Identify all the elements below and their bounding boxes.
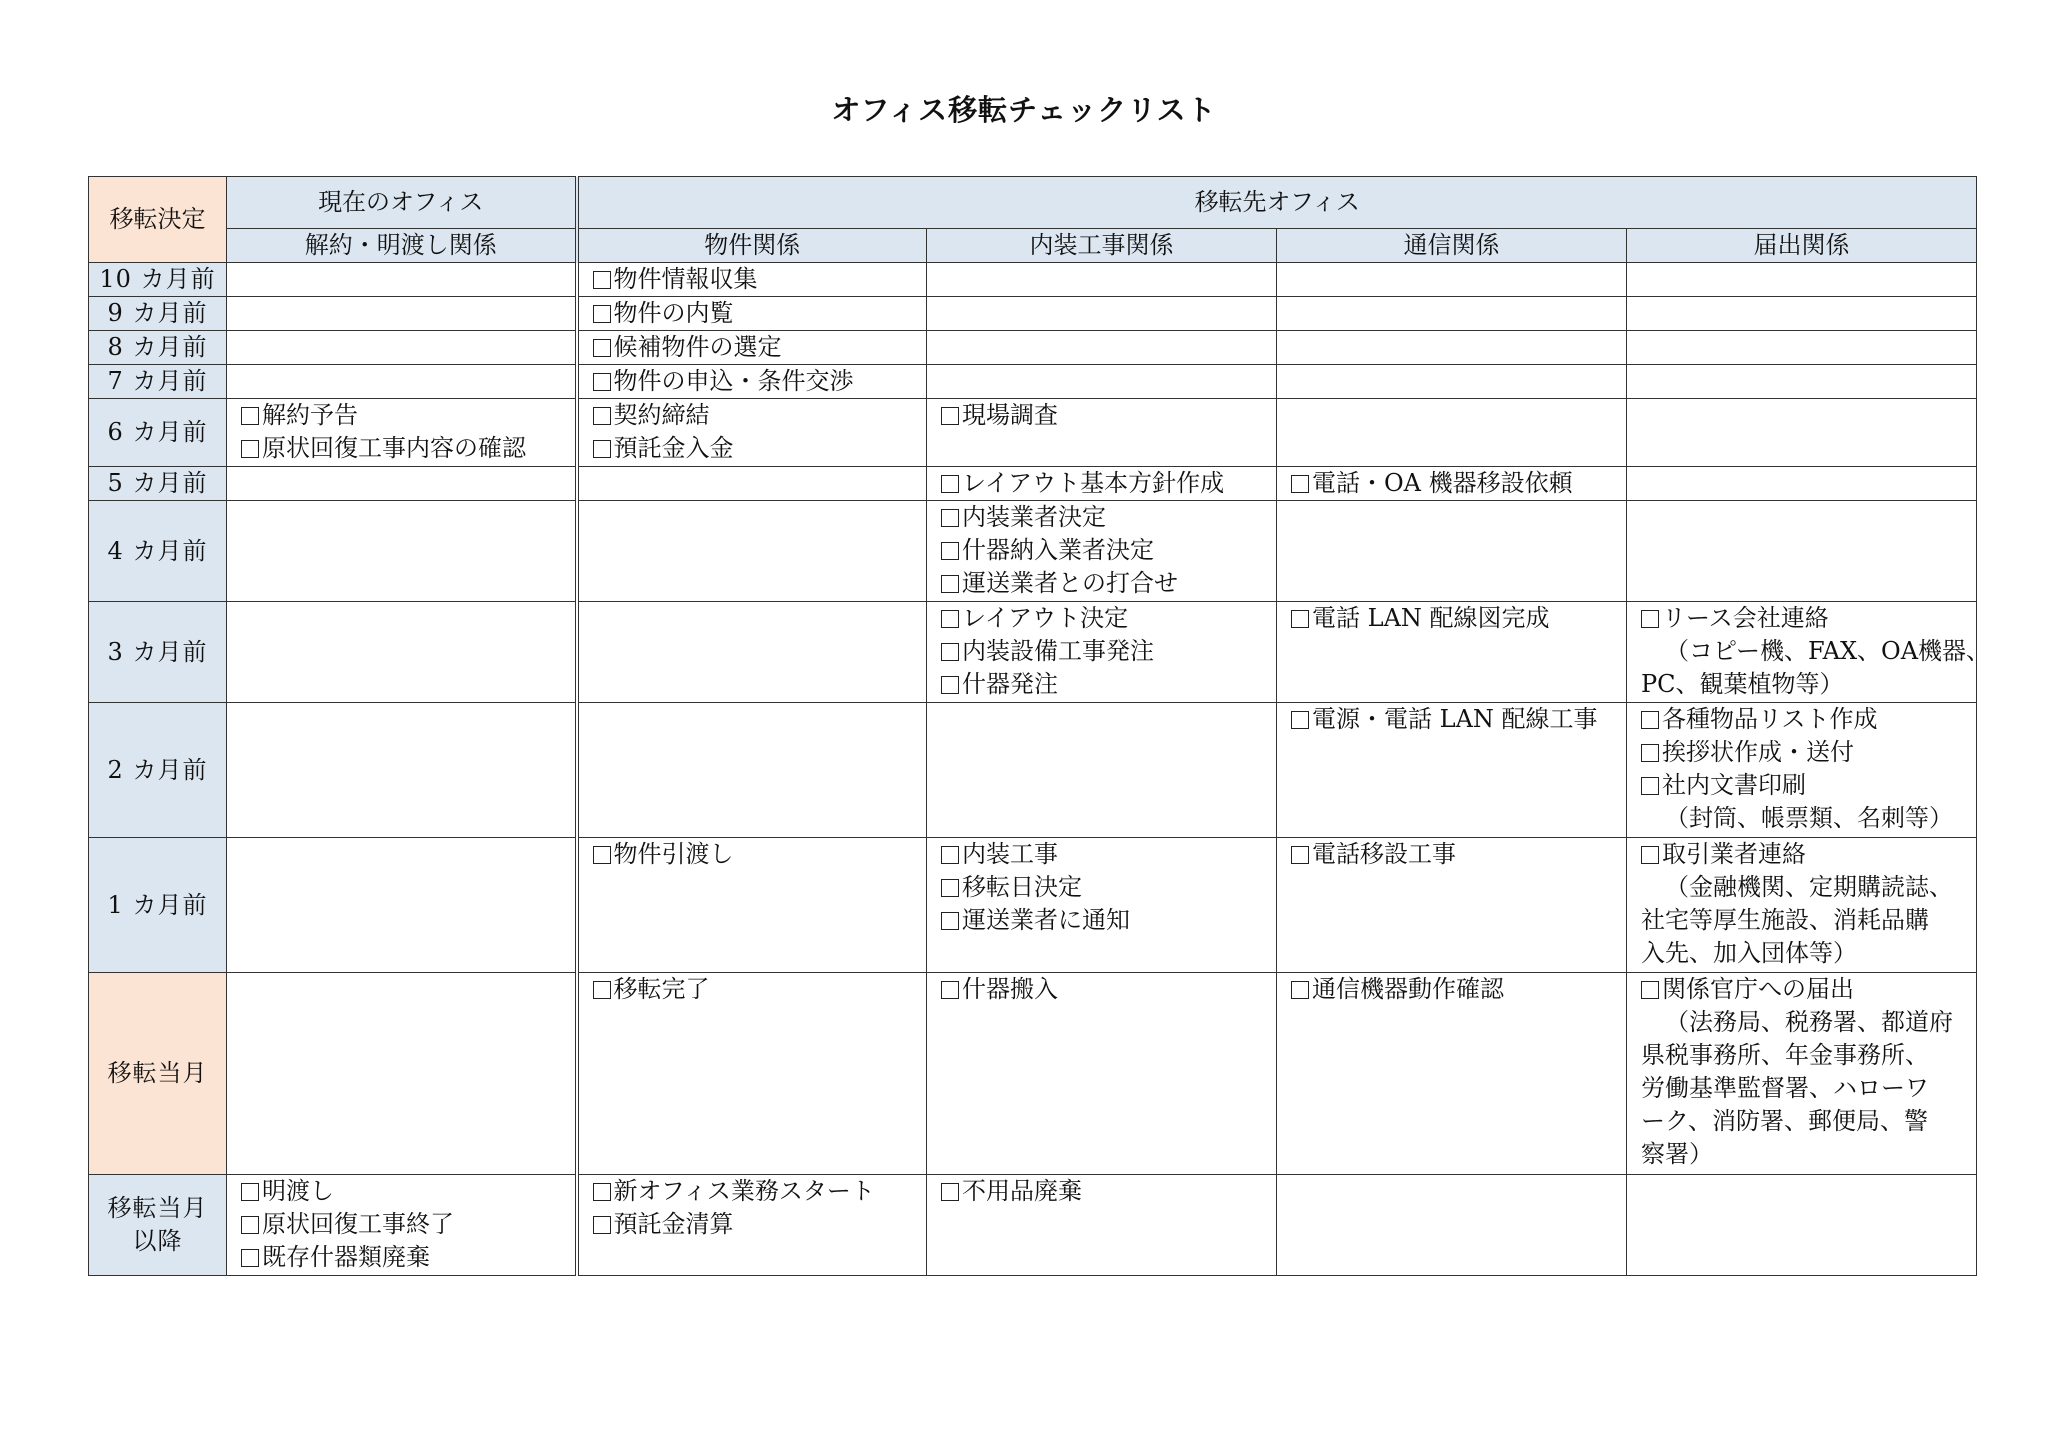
task-cell — [1277, 602, 1627, 703]
checklist-item — [927, 1175, 1276, 1208]
checkbox-icon[interactable] — [1641, 711, 1659, 729]
period-label — [89, 1175, 227, 1276]
checklist-item-text: 候補物件の選定 — [613, 333, 782, 361]
checklist-item-text: 什器搬入 — [962, 975, 1058, 1003]
checklist-item-note: 労働基準監督署、ハローワ — [1641, 1074, 1929, 1102]
task-cell — [1627, 1175, 1977, 1276]
checkbox-icon[interactable] — [593, 846, 611, 864]
checklist-item — [1277, 703, 1626, 736]
checklist-item-text: 不用品廃棄 — [962, 1177, 1082, 1205]
checkbox-icon[interactable] — [593, 1216, 611, 1234]
task-cell — [1277, 263, 1627, 297]
checklist-item — [1627, 838, 1976, 871]
task-cell — [227, 331, 577, 365]
checkbox-icon[interactable] — [593, 373, 611, 391]
period-label: 移転当月 — [89, 973, 227, 1175]
checklist-item-note: （コピー機、FAX、OA機器、 — [1665, 637, 1991, 665]
table-row — [89, 973, 1977, 1175]
period-label: 2 カ月前 — [89, 703, 227, 838]
period-label-line: 移転当月 — [107, 1194, 208, 1222]
table-row — [89, 331, 1977, 365]
task-cell — [577, 501, 927, 602]
checklist-item — [927, 871, 1276, 904]
checkbox-icon[interactable] — [941, 879, 959, 897]
page-title: オフィス移転チェックリスト — [831, 93, 1217, 127]
checkbox-icon[interactable] — [941, 475, 959, 493]
checklist-item-text: 社内文書印刷 — [1662, 771, 1806, 799]
checkbox-icon[interactable] — [1291, 846, 1309, 864]
checkbox-icon[interactable] — [593, 339, 611, 357]
task-cell — [1627, 399, 1977, 467]
period-label: 1 カ月前 — [89, 838, 227, 973]
task-cell — [1627, 703, 1977, 838]
table-row — [89, 365, 1977, 399]
task-cell — [1277, 399, 1627, 467]
checklist-item — [579, 263, 927, 296]
checklist-item-text: 内装工事 — [962, 840, 1058, 868]
checkbox-icon[interactable] — [941, 509, 959, 527]
task-cell — [577, 365, 927, 399]
checklist-item — [579, 838, 927, 871]
checklist-item — [1277, 973, 1626, 1006]
checklist-item — [1627, 736, 1976, 769]
checkbox-icon[interactable] — [941, 981, 959, 999]
checklist-item-text: リース会社連絡 — [1662, 604, 1829, 632]
header-category: 物件関係 — [577, 229, 927, 263]
task-cell — [1627, 501, 1977, 602]
checklist-item — [579, 973, 927, 1006]
header-new-office: 移転先オフィス — [577, 177, 1977, 229]
table-row — [89, 703, 1977, 838]
checkbox-icon[interactable] — [941, 407, 959, 425]
checklist-item-text: 電話・OA 機器移設依頼 — [1312, 469, 1573, 497]
checklist-item-note: （法務局、税務署、都道府 — [1665, 1008, 1953, 1036]
checklist-item — [1627, 769, 1976, 802]
checklist-item-text: レイアウト決定 — [962, 604, 1129, 632]
checklist-item — [927, 635, 1276, 668]
task-cell — [1277, 331, 1627, 365]
checklist-item-text: 内装業者決定 — [962, 503, 1106, 531]
task-cell — [1277, 838, 1627, 973]
checklist-item-text: 内装設備工事発注 — [962, 637, 1154, 665]
period-label-line: 以降 — [132, 1227, 183, 1255]
relocation-checklist-table — [88, 176, 1991, 1276]
checklist-item-text: 預託金入金 — [613, 434, 734, 462]
checklist-item-text: 取引業者連絡 — [1662, 840, 1806, 868]
header-current-office: 現在のオフィス — [227, 177, 577, 229]
checklist-item-text: 現場調査 — [962, 401, 1058, 429]
checklist-item — [927, 668, 1276, 701]
checkbox-icon[interactable] — [1641, 846, 1659, 864]
checklist-item — [579, 297, 927, 330]
task-cell — [927, 331, 1277, 365]
task-cell — [1627, 973, 1977, 1175]
task-cell — [1627, 365, 1977, 399]
period-label: 9 カ月前 — [89, 297, 227, 331]
checklist-item-note: 県税事務所、年金事務所、 — [1641, 1041, 1929, 1069]
checklist-item-text: 什器発注 — [962, 670, 1058, 698]
period-label: 6 カ月前 — [89, 399, 227, 467]
task-cell — [577, 467, 927, 501]
checklist-item — [227, 1175, 575, 1208]
period-label: 10 カ月前 — [89, 263, 227, 297]
task-cell — [227, 399, 577, 467]
task-cell — [577, 703, 927, 838]
checklist-item-text: 新オフィス業務スタート — [613, 1177, 875, 1205]
checklist-item — [579, 331, 927, 364]
checkbox-icon[interactable] — [1291, 711, 1309, 729]
checklist-item-text: 原状回復工事終了 — [262, 1210, 454, 1238]
checklist-item — [227, 1208, 575, 1241]
checklist-item-note: 社宅等厚生施設、消耗品購 — [1641, 906, 1929, 934]
checkbox-icon[interactable] — [941, 1183, 959, 1201]
table-row — [89, 467, 1977, 501]
checklist-item — [227, 399, 575, 432]
checklist-item-note: ーク、消防署、郵便局、警 — [1641, 1107, 1929, 1135]
task-cell — [577, 263, 927, 297]
header-category: 解約・明渡し関係 — [227, 229, 577, 263]
table-row — [89, 1175, 1977, 1276]
checklist-item-note: 入先、加入団体等） — [1641, 939, 1857, 967]
checklist-item-text: 電源・電話 LAN 配線工事 — [1312, 705, 1598, 733]
checkbox-icon[interactable] — [1641, 744, 1659, 762]
checklist-item — [579, 432, 927, 465]
task-cell — [927, 399, 1277, 467]
task-cell — [927, 838, 1277, 973]
checklist-item — [579, 365, 927, 398]
task-cell — [227, 602, 577, 703]
task-cell — [577, 602, 927, 703]
checklist-item — [927, 973, 1276, 1006]
checklist-item-note: PC、観葉植物等） — [1641, 670, 1844, 698]
checkbox-icon[interactable] — [593, 440, 611, 458]
checkbox-icon[interactable] — [1291, 475, 1309, 493]
task-cell — [1277, 501, 1627, 602]
checklist-item — [927, 567, 1276, 600]
task-cell — [227, 838, 577, 973]
checkbox-icon[interactable] — [941, 846, 959, 864]
checklist-item-text: 電話 LAN 配線図完成 — [1312, 604, 1550, 632]
period-label: 5 カ月前 — [89, 467, 227, 501]
checklist-item — [1627, 973, 1976, 1006]
checklist-item — [579, 399, 927, 432]
checklist-item-text: 解約予告 — [262, 401, 358, 429]
checkbox-icon[interactable] — [241, 440, 259, 458]
task-cell — [927, 973, 1277, 1175]
period-label: 4 カ月前 — [89, 501, 227, 602]
checklist-item-text: 什器納入業者決定 — [962, 536, 1154, 564]
checklist-item-note: （金融機関、定期購読誌、 — [1665, 873, 1953, 901]
checkbox-icon[interactable] — [1641, 981, 1659, 999]
checklist-item — [927, 534, 1276, 567]
task-cell — [227, 703, 577, 838]
task-cell — [227, 297, 577, 331]
period-label: 3 カ月前 — [89, 602, 227, 703]
checklist-item — [927, 467, 1276, 500]
checklist-item-text: 物件の内覧 — [613, 299, 734, 327]
checklist-item — [1277, 602, 1626, 635]
checklist-item-text: 既存什器類廃棄 — [262, 1243, 430, 1271]
task-cell — [1627, 331, 1977, 365]
task-cell — [927, 297, 1277, 331]
header-category: 届出関係 — [1627, 229, 1977, 263]
checkbox-icon[interactable] — [593, 981, 611, 999]
checklist-item — [927, 904, 1276, 937]
checklist-item-text: 各種物品リスト作成 — [1662, 705, 1878, 733]
task-cell — [1627, 602, 1991, 703]
checkbox-icon[interactable] — [241, 1216, 259, 1234]
header-category: 通信関係 — [1277, 229, 1627, 263]
task-cell — [1627, 263, 1977, 297]
task-cell — [577, 973, 927, 1175]
table-row — [89, 297, 1977, 331]
header-category: 内装工事関係 — [927, 229, 1277, 263]
task-cell — [227, 467, 577, 501]
task-cell — [1277, 297, 1627, 331]
checkbox-icon[interactable] — [941, 912, 959, 930]
checklist-item — [1277, 467, 1626, 500]
task-cell — [1277, 1175, 1627, 1276]
task-cell — [927, 365, 1277, 399]
checkbox-icon[interactable] — [941, 575, 959, 593]
table-row — [89, 838, 1977, 973]
task-cell — [1277, 703, 1627, 838]
task-cell — [577, 399, 927, 467]
checklist-item-text: レイアウト基本方針作成 — [962, 469, 1225, 497]
checklist-item-text: 物件の申込・条件交渉 — [613, 367, 854, 395]
task-cell — [227, 501, 577, 602]
checkbox-icon[interactable] — [241, 407, 259, 425]
table-row — [89, 602, 1977, 703]
task-cell — [1277, 365, 1627, 399]
task-cell — [227, 1175, 577, 1276]
task-cell — [927, 703, 1277, 838]
task-cell — [227, 365, 577, 399]
checklist-item — [927, 399, 1276, 432]
checkbox-icon[interactable] — [941, 610, 959, 628]
checkbox-icon[interactable] — [1641, 777, 1659, 795]
checklist-item — [1627, 602, 1976, 635]
checklist-item-text: 通信機器動作確認 — [1312, 975, 1504, 1003]
checklist-item-text: 原状回復工事内容の確認 — [262, 434, 526, 462]
table-row — [89, 263, 1977, 297]
checkbox-icon[interactable] — [941, 643, 959, 661]
task-cell — [577, 297, 927, 331]
task-cell — [577, 838, 927, 973]
checklist-item — [1627, 703, 1976, 736]
task-cell — [1277, 973, 1627, 1175]
checklist-item — [927, 501, 1276, 534]
task-cell — [927, 501, 1277, 602]
period-label: 7 カ月前 — [89, 365, 227, 399]
checklist-item-text: 運送業者に通知 — [962, 906, 1130, 934]
checkbox-icon[interactable] — [1291, 981, 1309, 999]
checklist-item-text: 挨拶状作成・送付 — [1662, 738, 1854, 766]
checklist-item-text: 物件引渡し — [613, 840, 734, 868]
checklist-item-text: 電話移設工事 — [1312, 840, 1456, 868]
task-cell — [927, 467, 1277, 501]
checklist-item-text: 運送業者との打合せ — [962, 569, 1178, 597]
checklist-item-text: 契約締結 — [613, 401, 710, 429]
checklist-item — [927, 602, 1276, 635]
checkbox-icon[interactable] — [1291, 610, 1309, 628]
checkbox-icon[interactable] — [941, 542, 959, 560]
checklist-item-text: 物件情報収集 — [613, 265, 758, 293]
checklist-item-note: 察署） — [1641, 1140, 1713, 1168]
checkbox-icon[interactable] — [593, 407, 611, 425]
table-row — [89, 501, 1977, 602]
table-row — [89, 399, 1977, 467]
checklist-item — [1277, 838, 1626, 871]
task-cell — [927, 602, 1277, 703]
checklist-item-note: （封筒、帳票類、名刺等） — [1665, 804, 1953, 832]
task-cell — [1627, 838, 1977, 973]
checklist-item-text: 移転完了 — [613, 975, 710, 1003]
task-cell — [927, 1175, 1277, 1276]
checkbox-icon[interactable] — [593, 305, 611, 323]
checklist-item — [579, 1208, 927, 1241]
task-cell — [227, 973, 577, 1175]
checklist-body — [89, 263, 1991, 1276]
checkbox-icon[interactable] — [241, 1183, 259, 1201]
task-cell — [577, 331, 927, 365]
checklist-item — [927, 838, 1276, 871]
period-label: 8 カ月前 — [89, 331, 227, 365]
task-cell — [1627, 297, 1977, 331]
checkbox-icon[interactable] — [593, 1183, 611, 1201]
checklist-item — [227, 432, 575, 465]
header-decision: 移転決定 — [89, 177, 227, 263]
task-cell — [227, 263, 577, 297]
task-cell — [1277, 467, 1627, 501]
task-cell — [577, 1175, 927, 1276]
checkbox-icon[interactable] — [241, 1249, 259, 1267]
checkbox-icon[interactable] — [1641, 610, 1659, 628]
checklist-item-text: 預託金清算 — [613, 1210, 734, 1238]
checklist-item-text: 関係官庁への届出 — [1662, 975, 1854, 1003]
checklist-item-text: 移転日決定 — [962, 873, 1082, 901]
task-cell — [927, 263, 1277, 297]
checklist-item — [579, 1175, 927, 1208]
checkbox-icon[interactable] — [941, 676, 959, 694]
checklist-item — [227, 1241, 575, 1274]
checklist-item-text: 明渡し — [262, 1177, 334, 1205]
checkbox-icon[interactable] — [593, 271, 611, 289]
task-cell — [1627, 467, 1977, 501]
